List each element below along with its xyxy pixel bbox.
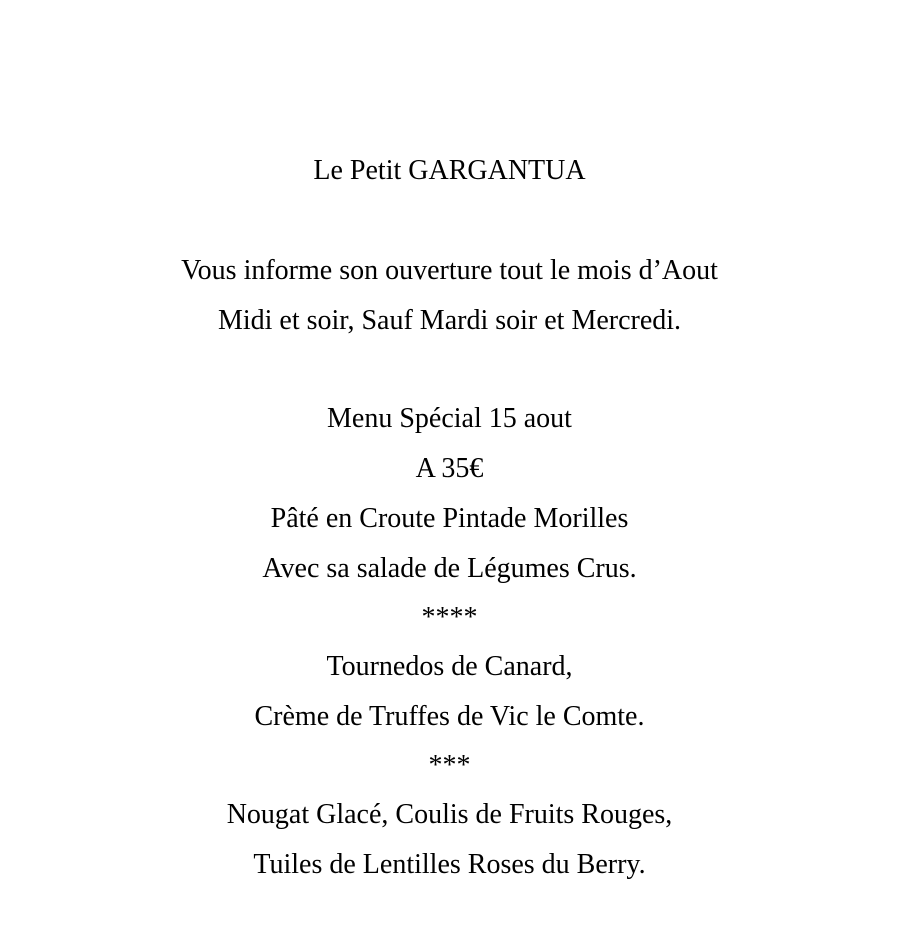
main-course-line-1: Tournedos de Canard, <box>326 651 573 682</box>
announcement-line-2: Midi et soir, Sauf Mardi soir et Mercredi. <box>217 305 682 336</box>
menu-title: Menu Spécial 15 aout <box>327 403 572 434</box>
restaurant-name: Le Petit GARGANTUA <box>313 155 586 186</box>
course-separator-2: *** <box>428 750 471 781</box>
course-separator-1: **** <box>421 602 478 633</box>
dessert-line-2: Tuiles de Lentilles Roses du Berry. <box>253 849 646 880</box>
starter-line-1: Pâté en Croute Pintade Morilles <box>270 503 629 534</box>
main-course-line-2: Crème de Truffes de Vic le Comte. <box>254 701 645 732</box>
dessert-line-1: Nougat Glacé, Coulis de Fruits Rouges, <box>226 799 673 830</box>
starter-line-2: Avec sa salade de Légumes Crus. <box>262 553 637 584</box>
menu-price: A 35€ <box>415 453 484 484</box>
announcement-line-1: Vous informe son ouverture tout le mois d’Aout <box>181 255 718 286</box>
